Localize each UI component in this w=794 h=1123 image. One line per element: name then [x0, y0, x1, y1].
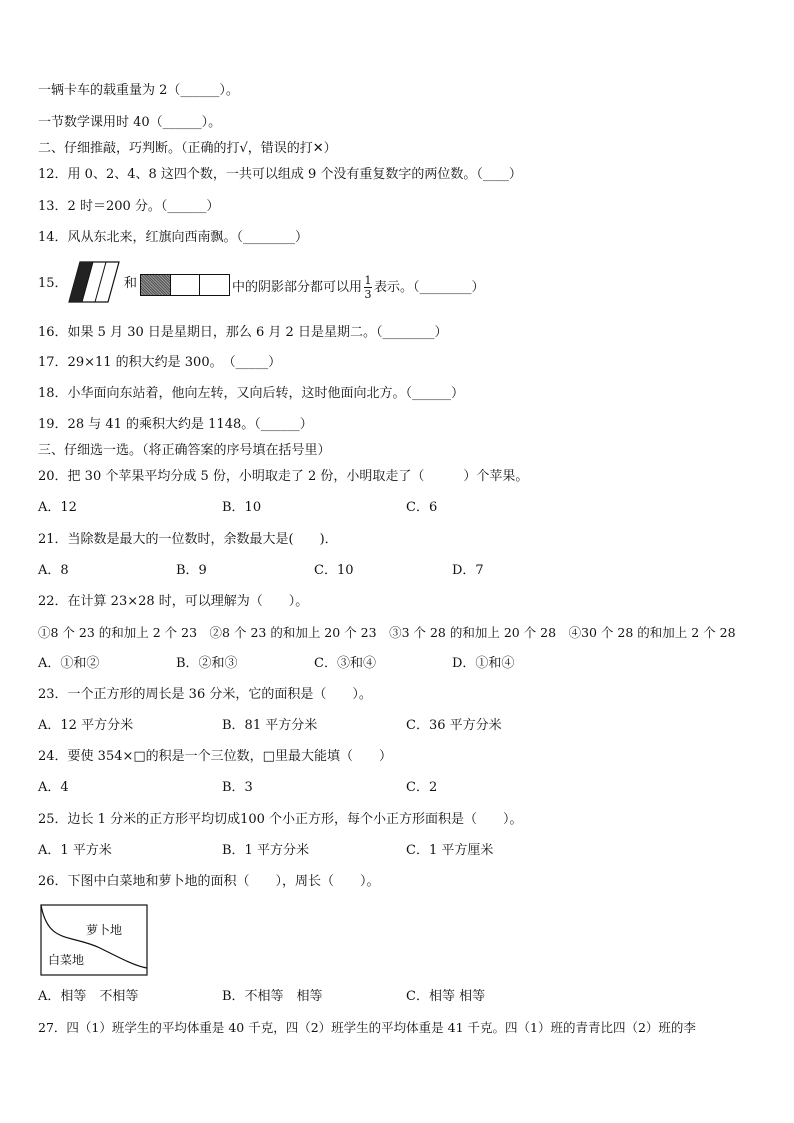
line-1: 一辆卡车的载重量为 2（______）。 — [38, 83, 239, 98]
blank-cell — [171, 275, 201, 295]
q20-option-b: B．10 — [222, 500, 262, 515]
slanted-rectangle-figure — [68, 261, 120, 303]
q22-option-a: A．①和② — [38, 656, 100, 671]
question-15-text-b: 表示。（________） — [374, 280, 485, 295]
q22-option-c: C．③和④ — [314, 656, 376, 671]
q25-option-b: B．1 平方分米 — [222, 843, 309, 858]
question-16: 16．如果 5 月 30 日是星期日，那么 6 月 2 日是星期二。（________） — [38, 325, 448, 340]
q22-option-d: D．①和④ — [452, 656, 515, 671]
q23-option-b: B．81 平方分米 — [222, 718, 318, 733]
q25-option-c: C．1 平方厘米 — [406, 843, 494, 858]
cabbage-field-label: 白菜地 — [48, 953, 85, 967]
shaded-cell — [141, 275, 171, 295]
question-15-text-a: 中的阴影部分都可以用 — [232, 280, 363, 295]
question-19: 19．28 与 41 的乘积大约是 1148。（______） — [38, 417, 313, 432]
q24-option-a: A．4 — [38, 780, 69, 795]
q26-option-c: C．相等 相等 — [406, 989, 486, 1004]
radish-field-label: 萝卜地 — [86, 923, 123, 937]
question-15-number: 15． — [38, 276, 68, 291]
question-14: 14．风从东北来，红旗向西南飘。（________） — [38, 230, 309, 245]
question-27: 27．四（1）班学生的平均体重是 40 千克，四（2）班学生的平均体重是 41 千克。四（1）班的青青比四（2）班的李 — [38, 1020, 696, 1035]
question-26: 26．下图中白菜地和萝卜地的面积（ ），周长（ ）。 — [38, 874, 380, 889]
field-diagram — [40, 904, 148, 976]
q21-option-a: A．8 — [38, 563, 69, 578]
question-13: 13．2 时＝200 分。（______） — [38, 199, 220, 214]
q24-option-c: C．2 — [406, 780, 438, 795]
line-2: 一节数学课用时 40（______）。 — [38, 115, 222, 130]
section-3-title: 三、仔细选一选。（将正确答案的序号填在括号里） — [38, 443, 331, 458]
q22-option-b: B．②和③ — [176, 656, 238, 671]
q23-option-a: A．12 平方分米 — [38, 718, 134, 733]
q21-option-b: B．9 — [176, 563, 207, 578]
fraction-numerator: 1 — [364, 274, 372, 287]
three-part-strip-figure — [140, 274, 230, 296]
question-15-text — [232, 275, 485, 300]
q22-statements: ①8 个 23 的和加上 2 个 23 ②8 个 23 的和加上 20 个 23 ③3 个 28 的和加上 20 个 28 ④30 个 28 的和加上 2 个 28 — [38, 625, 736, 640]
q24-option-b: B．3 — [222, 780, 253, 795]
q26-option-a: A．相等 不相等 — [38, 989, 139, 1004]
question-22: 22．在计算 23×28 时，可以理解为（ ）。 — [38, 594, 309, 609]
question-18: 18．小华面向东站着，他向左转，又向后转，这时他面向北方。（______） — [38, 386, 465, 401]
fraction-denominator: 3 — [364, 288, 372, 301]
question-21: 21．当除数是最大的一位数时，余数最大是( )． — [38, 532, 338, 547]
question-23: 23．一个正方形的周长是 36 分米，它的面积是（ ）。 — [38, 687, 372, 702]
q20-option-a: A．12 — [38, 500, 77, 515]
q20-option-c: C．6 — [406, 500, 438, 515]
question-20: 20．把 30 个苹果平均分成 5 份，小明取走了 2 份，小明取走了（ ）个苹果。 — [38, 469, 529, 484]
question-25: 25．边长 1 分米的正方形平均切成100 个小正方形，每个小正方形面积是（ ）。 — [38, 812, 523, 827]
q26-option-b: B．不相等 相等 — [222, 989, 323, 1004]
q25-option-a: A．1 平方米 — [38, 843, 112, 858]
question-12: 12．用 0、2、4、8 这四个数，一共可以组成 9 个没有重复数字的两位数。（____） — [38, 167, 522, 182]
question-15-and: 和 — [124, 276, 138, 291]
question-24: 24．要使 354×□的积是一个三位数，□里最大能填（ ） — [38, 749, 392, 764]
q23-option-c: C．36 平方分米 — [406, 718, 502, 733]
question-17: 17．29×11 的积大约是 300。 （_____） — [38, 355, 282, 370]
q21-option-d: D．7 — [452, 563, 484, 578]
section-2-title: 二、仔细推敲，巧判断。（正确的打√，错误的打✕） — [38, 141, 337, 156]
blank-cell — [200, 275, 229, 295]
q21-option-c: C．10 — [314, 563, 354, 578]
one-third-fraction — [364, 275, 372, 300]
